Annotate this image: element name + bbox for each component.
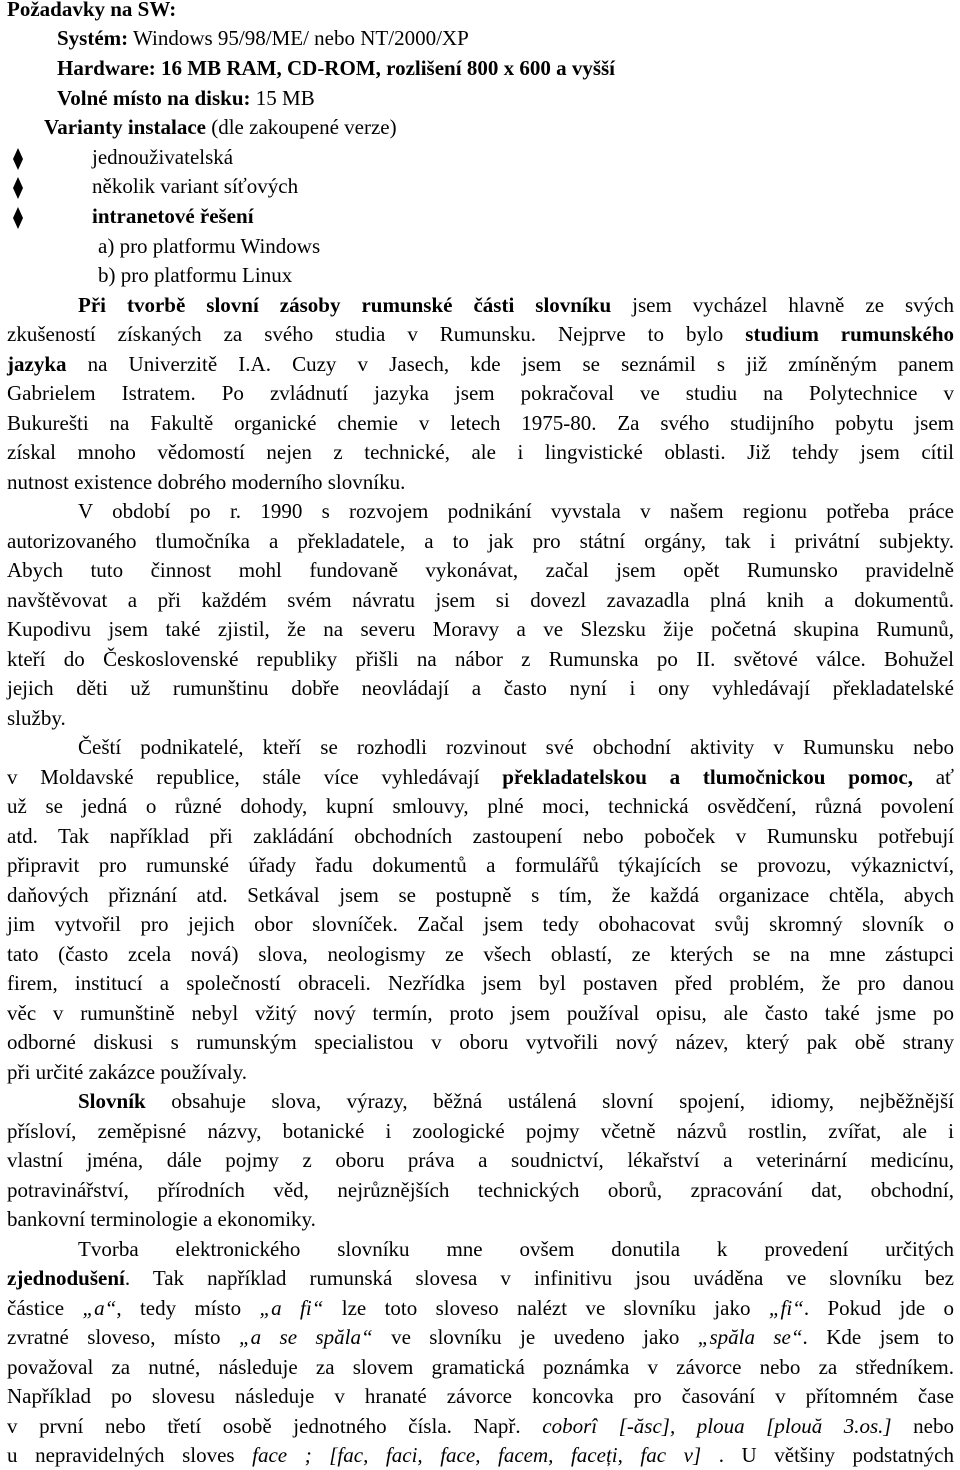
text: . U většiny podstatných [701,1443,954,1467]
text: . Tak například rumunská slovesa v infinitivu jsou uváděna ve slovníku bez [124,1266,954,1290]
diamond-bullet-icon [10,207,26,227]
paragraph-line: tato (často zcela nová) slova, neologismy ze všech oblastí, ze kterých se na mne zástupci [7,942,954,966]
disk-value: 15 MB [250,86,315,110]
system-label: Systém: [57,26,129,50]
paragraph-line: Například po slovesu následuje v hranaté závorce koncovka pro časování v přítomném čase [7,1384,954,1408]
bullet-item: jednouživatelská [92,145,234,169]
variants-label: Varianty instalace [44,115,206,139]
emphasis: studium rumunského [745,322,954,346]
paragraph-line: kteří do Československé republiky přišli na nábor z Rumunska po II. světové válce. Bohužel [7,647,954,671]
text: částice [7,1296,83,1320]
paragraph-line [7,320,954,349]
paragraph-line: potravinářství, přírodních věd, nejrůznějších technických oborů, zpracování dat, obchodní, [7,1178,954,1202]
system-value: Windows 95/98/ME/ nebo NT/2000/XP [128,26,469,50]
variants-line [44,113,954,142]
paragraph-line: navštěvovat a při každém svém návratu jsem si dovezl zavazadla plná knih a dokumentů. [7,588,954,612]
text: , tedy místo [116,1296,260,1320]
paragraph-line: Gabrielem Istratem. Po zvládnutí jazyka jsem pokračoval ve studiu na Polytechnice v [7,381,954,405]
paragraph-line [7,1264,954,1293]
paragraph-line: Čeští podnikatelé, kteří se rozhodli rozvinout své obchodní aktivity v Rumunsku nebo [78,735,954,759]
italic-term: „a“ [82,1296,117,1320]
paragraph-line: Bukurešti na Fakultě organické chemie v letech 1975-80. Za svého studijního pobytu jsem [7,411,954,435]
text: lze toto sloveso nalézt ve slovníku jako [323,1296,769,1320]
paragraph-line: jejich děti už rumunštinu dobře neovládají a často nyní i ony vyhledávají překladatelské [7,676,954,700]
sub-item: a) pro platformu Windows [98,234,321,258]
paragraph-line: bankovní terminologie a ekonomiky. [7,1207,316,1231]
diamond-bullet-icon [10,148,26,168]
disk-label: Volné místo na disku: [57,86,251,110]
bullet-item: intranetové řešení [92,204,254,228]
emphasis: zjednodušení [7,1266,125,1290]
italic-term: „spăla se“ [697,1325,803,1349]
italic-term: „a se spăla“ [238,1325,373,1349]
text: v Moldavské republice, stále více vyhledávají [7,765,503,789]
text: na Univerzitě I.A. Cuzy v Jasech, kde jsem se seznámil s již zmíněným panem [66,352,954,376]
hardware-line: Hardware: 16 MB RAM, CD-ROM, rozlišení 800 x 600 a vyšší [57,56,615,80]
text: u nepravidelných sloves [7,1443,253,1467]
paragraph-line: vlastní jména, dále pojmy z oboru práva a soudnictví, lékařství a veterinární medicínu, [7,1148,954,1172]
emphasis: Při tvorbě slovní zásoby rumunské části slovníku [78,293,612,317]
italic-term: „fi“ [768,1296,804,1320]
paragraph-line: služby. [7,706,66,730]
text: ať [912,765,955,789]
paragraph-line: Kupodivu jsem také zjistil, že na severu Moravy a ve Slezsku žije početná skupina Rumunů, [7,617,954,641]
paragraph-line [7,1412,954,1441]
text: . Pokud jde o [803,1296,955,1320]
text: zvratné sloveso, místo [7,1325,239,1349]
text: zkušeností získaných za svého studia v Rumunsku. Nejprve to bylo [7,322,746,346]
diamond-bullet-icon [10,177,26,197]
disk-line [57,84,954,113]
emphasis: jazyka [7,352,67,376]
text: . Kde jsem to [802,1325,955,1349]
text: ve slovníku je uvedeno jako [372,1325,698,1349]
italic-term: coborî [-ăsc], ploua [plouă 3.os.] [542,1414,892,1438]
paragraph-line: V období po r. 1990 s rozvojem podnikání vyvstala v našem regionu potřeba práce [78,499,954,523]
paragraph-line: nutnost existence dobrého moderního slovníku. [7,470,406,494]
paragraph-line [7,763,954,792]
emphasis: Slovník [78,1089,146,1113]
text: nebo [891,1414,954,1438]
paragraph-line [78,1087,954,1116]
paragraph-line: Tvorba elektronického slovníku mne ovšem donutila k provedení určitých [78,1237,954,1261]
paragraph-line: Abych tuto činnost mohl fundovaně vykonávat, začal jsem opět Rumunsko pravidelně [7,558,954,582]
paragraph-line: přísloví, zeměpisné názvy, botanické i zoologické pojmy včetně názvů rostlin, zvířat, ale i [7,1119,954,1143]
paragraph-line: při určité zakázce používaly. [7,1060,248,1084]
paragraph-line: získal mnoho vědomostí nejen z technické, ale i lingvistické oblasti. Již tehdy jsem cítil [7,440,954,464]
paragraph-line: považoval za nutné, následuje za slovem gramatická poznámka v závorce nebo za středníkem. [7,1355,954,1379]
emphasis: překladatelskou a tlumočnickou pomoc, [502,765,913,789]
paragraph-line [7,1294,954,1323]
paragraph-line: atd. Tak například při zakládání obchodních zastoupení nebo poboček v Rumunsku potřebují [7,824,954,848]
paragraph-line [7,1323,954,1352]
paragraph-line: odborné diskusi s rumunským specialistou v oboru vytvořili nový název, který pak obě strany [7,1030,954,1054]
paragraph-line: autorizovaného tlumočníka a překladatele, a to jak pro státní orgány, tak i privátní subjekty. [7,529,954,553]
paragraph-line [78,291,954,320]
paragraph-line: věc v rumunštině nebyl vžitý nový termín, proto jsem používal opisu, ale často také jsme po [7,1001,954,1025]
paragraph-line: připravit pro rumunské úřady řadu dokumentů a formulářů týkajících se provozu, výkaznictví, [7,853,954,877]
paragraph-line [7,1441,954,1470]
paragraph-line: firem, institucí a společností obraceli. Nezřídka jsem byl postaven před problém, že pro danou [7,971,954,995]
italic-term: face ; [fac, faci, face, facem, faceți, fac v] [252,1443,702,1467]
text: obsahuje slova, výrazy, běžná ustálená slovní spojení, idiomy, nejběžnější [145,1089,954,1113]
italic-term: „a fi“ [259,1296,324,1320]
paragraph-line: daňových přiznání atd. Setkával jsem se postupně s tím, že každá organizace chtěla, abych [7,883,954,907]
paragraph-line: už se jedná o různé dohody, kupní smlouvy, plné moci, technická osvědčení, různá povolení [7,794,954,818]
text: jsem vycházel hlavně ze svých [611,293,954,317]
sub-item: b) pro platformu Linux [98,263,293,287]
paragraph-line [7,350,954,379]
bullet-item: několik variant síťových [92,174,299,198]
variants-note: (dle zakoupené verze) [205,115,397,139]
system-line [57,24,954,53]
paragraph-line: jim vytvořil pro jejich obor slovníček. Začal jsem tedy obohacovat svůj skromný slovník o [7,912,954,936]
requirements-title: Požadavky na SW: [7,0,177,21]
text: v první nebo třetí osobě jednotného čísla. Např. [7,1414,543,1438]
